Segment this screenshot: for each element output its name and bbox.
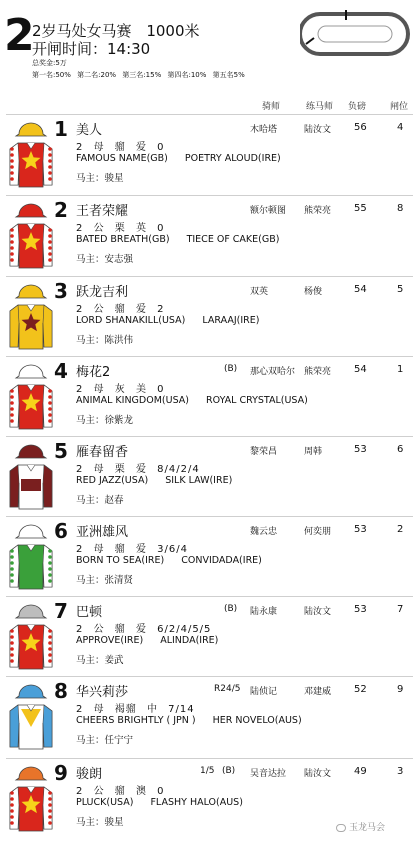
jockey-name: 陆永康: [250, 607, 278, 617]
sex: 母: [93, 704, 105, 715]
age: 2: [76, 304, 84, 315]
dam: TIECE OF CAKE(GB): [186, 234, 280, 245]
dam: FLASHY HALO(AUS): [150, 797, 243, 808]
jockey-silks-icon: [8, 765, 54, 833]
sire: APPROVE(IRE): [76, 635, 144, 646]
origin: 爱: [135, 544, 147, 555]
prize-shares: [32, 70, 249, 80]
dam: CONVIDADA(IRE): [181, 555, 262, 566]
age: 2: [76, 704, 84, 715]
age: 2: [76, 464, 84, 475]
form: 7/14: [168, 704, 195, 715]
jockey-name: 额尔顿图: [250, 206, 287, 216]
horse-number: 6: [54, 519, 68, 543]
form: 0: [157, 786, 165, 797]
horse-description: [76, 700, 201, 715]
owner: 马主：张清贤: [76, 575, 134, 586]
horse-number: 2: [54, 198, 68, 222]
col-weight-header: 负磅: [348, 102, 367, 112]
owner: 马主：姜武: [76, 655, 124, 666]
gear-note: (B): [222, 766, 236, 776]
age: 2: [76, 544, 84, 555]
weight: 49: [354, 766, 367, 777]
horse-name: 巴顿: [76, 605, 103, 620]
track-diagram-icon: [300, 6, 412, 60]
age: 2: [76, 624, 84, 635]
prize-share: 第四名:10%: [167, 71, 207, 79]
origin: 爱: [135, 142, 147, 153]
pedigree: [76, 315, 259, 326]
origin: 美: [135, 384, 147, 395]
origin: 英: [135, 223, 147, 234]
race-number: 2: [4, 10, 35, 61]
jockey-silks-icon: [8, 363, 54, 431]
dam: POETRY ALOUD(IRE): [184, 153, 281, 164]
weight: 55: [354, 203, 367, 214]
form: 0: [157, 142, 165, 153]
age: 2: [76, 786, 84, 797]
horse-number: 3: [54, 279, 68, 303]
trainer-name: 熊荣亮: [304, 367, 332, 377]
horse-description: [76, 380, 171, 395]
horse-number: 9: [54, 761, 68, 785]
horse-number: 8: [54, 679, 68, 703]
dam: SILK LAW(IRE): [165, 475, 233, 486]
draw: 8: [397, 203, 404, 214]
origin: 爱: [135, 304, 147, 315]
owner: 马主：骏星: [76, 173, 124, 184]
owner: 马主：赵春: [76, 495, 124, 506]
draw: 5: [397, 284, 404, 295]
trainer-name: 杨俊: [304, 287, 323, 297]
age: 2: [76, 142, 84, 153]
dam: ROYAL CRYSTAL(USA): [206, 395, 308, 406]
wechat-icon: [336, 824, 346, 832]
pedigree: [76, 715, 302, 726]
horse-number: 1: [54, 117, 68, 141]
sire: LORD SHANAKILL(USA): [76, 315, 186, 326]
dam: HER NOVELO(AUS): [212, 715, 302, 726]
jockey-name: 木哈塔: [250, 125, 278, 135]
dam: ALINDA(IRE): [160, 635, 219, 646]
horse-name: 亚洲雄风: [76, 525, 129, 540]
sex: 母: [93, 142, 105, 153]
horse-number: 4: [54, 359, 68, 383]
trainer-name: 陆汝文: [304, 607, 332, 617]
pedigree: [76, 153, 281, 164]
horse-name: 跃龙吉利: [76, 285, 129, 300]
draw: 2: [397, 524, 404, 535]
origin: 爱: [135, 464, 147, 475]
jockey-silks-icon: [8, 683, 54, 751]
jockey-name: 双英: [250, 287, 269, 297]
colour: 骝: [114, 304, 126, 315]
draw: 1: [397, 364, 404, 375]
owner: 马主：任宁宁: [76, 735, 134, 746]
start-time: 开闸时间：14:30: [32, 40, 151, 58]
horse-name: 华兴莉莎: [76, 685, 129, 700]
sire: CHEERS BRIGHTLY ( JPN ): [76, 715, 196, 726]
sex: 公: [93, 304, 105, 315]
horse-description: [76, 782, 171, 797]
rating-note: 1/5: [200, 766, 215, 776]
sex: 公: [93, 624, 105, 635]
entry-row[interactable]: [6, 114, 413, 194]
prize-share: 第二名:20%: [77, 71, 117, 79]
race-name: 2岁马处女马赛: [32, 22, 132, 40]
weight: 52: [354, 684, 367, 695]
col-trainer-header: 练马师: [306, 102, 334, 112]
prize-share: 第一名:50%: [32, 71, 71, 79]
col-jockey-header: 骑师: [262, 102, 281, 112]
sire: BATED BREATH(GB): [76, 234, 170, 245]
prize-share: 第五名5%: [212, 71, 245, 79]
sex: 公: [93, 786, 105, 797]
gear-note: (B): [224, 364, 238, 374]
entry-row[interactable]: [6, 516, 413, 596]
jockey-silks-icon: [8, 283, 54, 351]
dam: LARAAJ(IRE): [202, 315, 260, 326]
col-draw-header: 闸位: [390, 102, 409, 112]
owner: 马主：骏星: [76, 817, 124, 828]
colour: 骝: [114, 786, 126, 797]
origin: 澳: [135, 786, 147, 797]
draw: 3: [397, 766, 404, 777]
draw: 7: [397, 604, 404, 615]
rating-note: R24/5: [214, 684, 241, 694]
weight: 56: [354, 122, 367, 133]
colour: 骝: [114, 544, 126, 555]
jockey-silks-icon: [8, 202, 54, 270]
entry-row[interactable]: [6, 596, 413, 676]
race-distance: 1000米: [146, 22, 200, 40]
jockey-silks-icon: [8, 443, 54, 511]
trainer-name: 熊荣亮: [304, 206, 332, 216]
colour: 骝: [114, 142, 126, 153]
jockey-name: 魏云忠: [250, 527, 278, 537]
form: 8/4/2/4: [157, 464, 200, 475]
weight: 54: [354, 364, 367, 375]
sex: 母: [93, 544, 105, 555]
gear-note: (B): [224, 604, 238, 614]
draw: 4: [397, 122, 404, 133]
origin: 爱: [135, 624, 147, 635]
form: 0: [157, 384, 165, 395]
watermark: [336, 820, 385, 833]
sire: FAMOUS NAME(GB): [76, 153, 168, 164]
form: 6/2/4/5/5: [157, 624, 212, 635]
prize-share: 第三名:15%: [122, 71, 162, 79]
entry-row[interactable]: [6, 356, 413, 436]
horse-number: 5: [54, 439, 68, 463]
pedigree: [76, 395, 308, 406]
pedigree: [76, 635, 218, 646]
owner: 马主：徐紫龙: [76, 415, 134, 426]
pedigree: [76, 555, 262, 566]
jockey-silks-icon: [8, 603, 54, 671]
trainer-name: 邓建威: [304, 687, 332, 697]
jockey-silks-icon: [8, 523, 54, 591]
horse-description: [76, 460, 206, 475]
trainer-name: 周韩: [304, 447, 323, 457]
pedigree: [76, 475, 232, 486]
colour: 褐骝: [114, 704, 137, 715]
entry-row[interactable]: [6, 276, 413, 356]
sire: PLUCK(USA): [76, 797, 134, 808]
horse-number: 7: [54, 599, 68, 623]
owner: 马主：陈洪伟: [76, 335, 134, 346]
entry-row[interactable]: [6, 195, 413, 275]
sex: 母: [93, 384, 105, 395]
horse-name: 骏朗: [76, 767, 103, 782]
horse-description: [76, 540, 194, 555]
horse-name: 美人: [76, 123, 103, 138]
draw: 6: [397, 444, 404, 455]
colour: 骝: [114, 624, 126, 635]
form: 3/6/4: [157, 544, 188, 555]
sex: 母: [93, 464, 105, 475]
sire: BORN TO SEA(IRE): [76, 555, 165, 566]
age: 2: [76, 223, 84, 234]
trainer-name: 陆汝文: [304, 125, 332, 135]
form: 0: [157, 223, 165, 234]
jockey-name: 吴音达拉: [250, 769, 287, 779]
pedigree: [76, 797, 243, 808]
pedigree: [76, 234, 279, 245]
trainer-name: 陆汝文: [304, 769, 332, 779]
jockey-name: 黎荣昌: [250, 447, 278, 457]
form: 2: [157, 304, 165, 315]
weight: 53: [354, 604, 367, 615]
sire: RED JAZZ(USA): [76, 475, 149, 486]
race-header: [0, 0, 419, 92]
trainer-name: 何奕朋: [304, 527, 332, 537]
horse-description: [76, 300, 171, 315]
horse-name: 王者荣耀: [76, 204, 129, 219]
origin: 中: [146, 704, 158, 715]
colour: 灰: [114, 384, 126, 395]
weight: 53: [354, 524, 367, 535]
owner: 马主：安志强: [76, 254, 134, 265]
jockey-silks-icon: [8, 121, 54, 189]
horse-name: 梅花2: [76, 365, 111, 380]
horse-description: [76, 138, 171, 153]
draw: 9: [397, 684, 404, 695]
horse-name: 雁春留香: [76, 445, 129, 460]
sire: ANIMAL KINGDOM(USA): [76, 395, 189, 406]
age: 2: [76, 384, 84, 395]
horse-description: [76, 219, 171, 234]
horse-description: [76, 620, 217, 635]
entry-row[interactable]: [6, 436, 413, 516]
colour: 栗: [114, 464, 126, 475]
watermark-text: 玉龙马会: [349, 823, 386, 833]
purse: 总奖金:5万: [32, 59, 67, 67]
colour: 栗: [114, 223, 126, 234]
jockey-name: 陆侦记: [250, 687, 278, 697]
jockey-name: 那心双哈尔: [250, 367, 296, 377]
weight: 54: [354, 284, 367, 295]
entry-row[interactable]: [6, 676, 413, 756]
sex: 公: [93, 223, 105, 234]
weight: 53: [354, 444, 367, 455]
